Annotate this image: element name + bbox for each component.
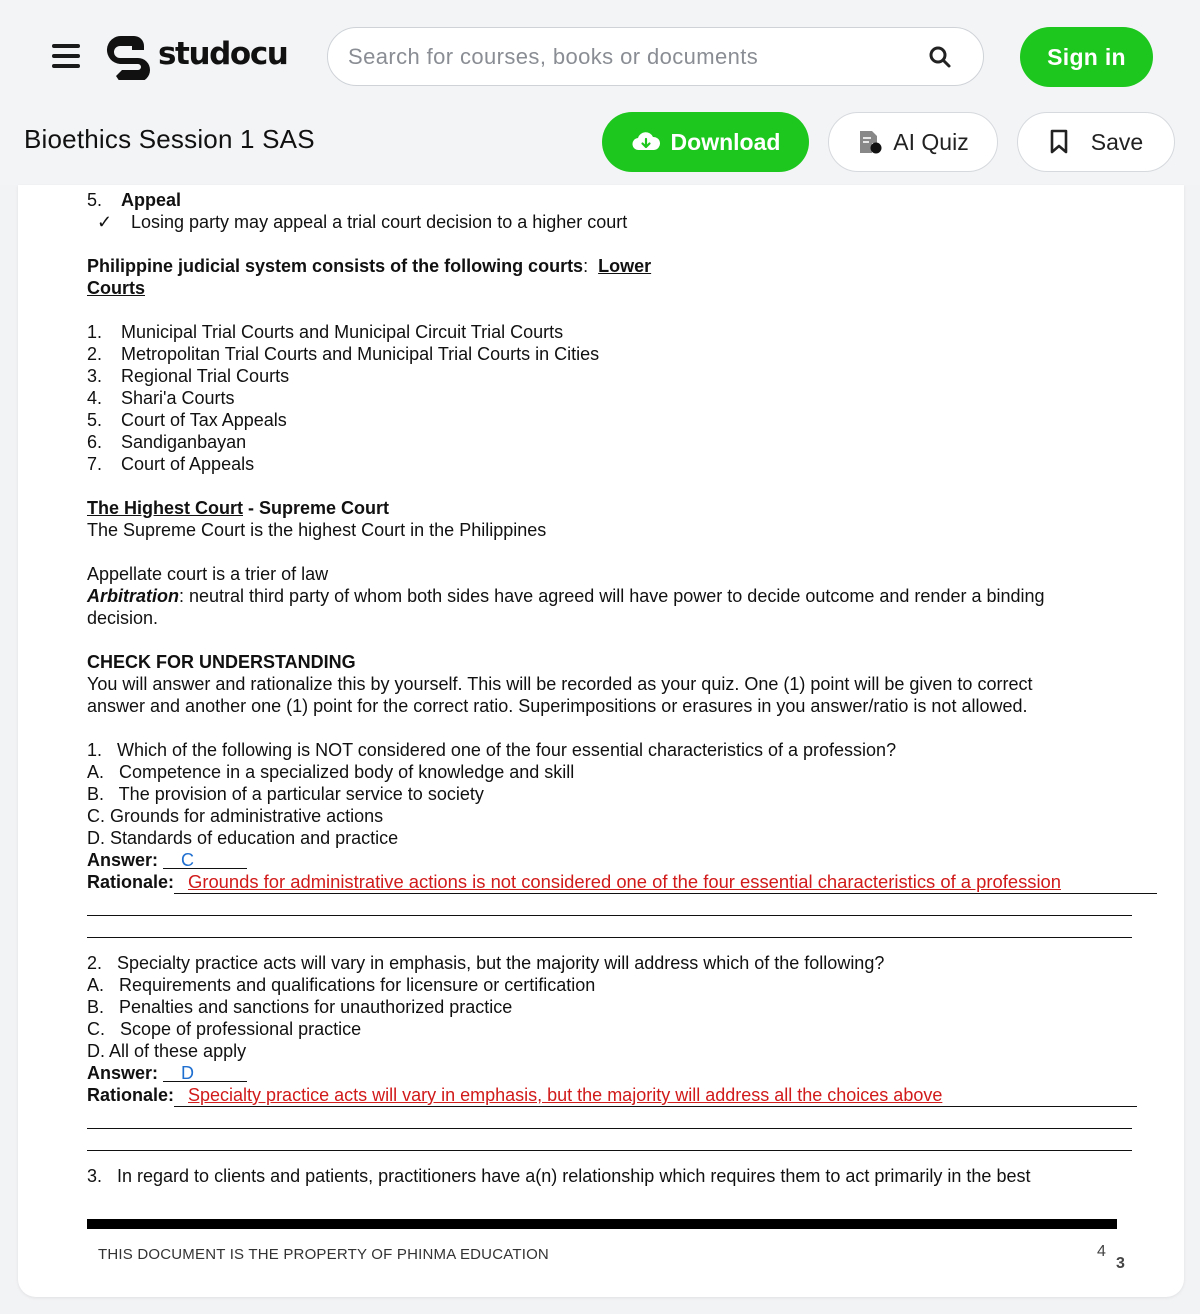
q1-rationale-text: Grounds for administrative actions is not considered one of the four essential characteristics of a profession <box>174 871 1157 894</box>
document-page <box>18 185 1184 1297</box>
q2-answer-value: D <box>163 1062 247 1082</box>
court-list-item: 7. Court of Appeals <box>87 454 255 474</box>
courts-heading: Philippine judicial system consists of the following courts: Lower <box>87 256 652 276</box>
courts-heading-cont: Courts <box>87 278 145 298</box>
q1-option-c: C. Grounds for administrative actions <box>87 806 384 826</box>
q1-option-a: A. Competence in a specialized body of knowledge and skill <box>87 762 575 782</box>
q1-option-d: D. Standards of education and practice <box>87 828 399 848</box>
blank-line <box>87 894 1132 916</box>
court-list-item: 6. Sandiganbayan <box>87 432 247 452</box>
ai-quiz-button[interactable] <box>828 112 998 172</box>
q2-option-a: A. Requirements and qualifications for licensure or certification <box>87 975 596 995</box>
page-number: 4 <box>1097 1243 1106 1260</box>
studocu-logo-icon <box>106 32 154 80</box>
cfu-text-1: You will answer and rationalize this by yourself. This will be recorded as your quiz. One (1) point will be given to correct <box>87 674 1033 694</box>
search-icon[interactable] <box>927 44 953 70</box>
blank-line <box>87 916 1132 938</box>
q1-question: 1. Which of the following is NOT considered one of the four essential characteristics of a profession? <box>87 740 897 760</box>
q2-rationale: Rationale: Specialty practice acts will vary in emphasis, but the majority will address all the choices above <box>87 1084 1137 1107</box>
save-label: Save <box>1090 128 1144 155</box>
cfu-heading: CHECK FOR UNDERSTANDING <box>87 652 356 672</box>
appellate-text: Appellate court is a trier of law <box>87 564 329 584</box>
blank-line <box>87 1107 1132 1129</box>
cloud-download-icon <box>631 130 661 154</box>
q1-rationale: Rationale: Grounds for administrative actions is not considered one of the four essential characteristics of a profession <box>87 871 1157 894</box>
document-content <box>87 189 1132 1187</box>
court-list-item: 2. Metropolitan Trial Courts and Municipal Trial Courts in Cities <box>87 344 600 364</box>
search-bar[interactable] <box>327 27 984 86</box>
q2-question: 2. Specialty practice acts will vary in emphasis, but the majority will address which of the following? <box>87 953 885 973</box>
q2-rationale-text: Specialty practice acts will vary in emphasis, but the majority will address all the choices above <box>174 1084 1137 1107</box>
arbitration-definition-cont: decision. <box>87 608 159 628</box>
q2-option-b: B. Penalties and sanctions for unauthorized practice <box>87 997 513 1017</box>
bookmark-icon <box>1049 129 1069 155</box>
q2-answer: Answer: D <box>87 1062 1132 1084</box>
courts-list <box>87 321 1132 475</box>
next-page-number: 3 <box>1116 1255 1125 1272</box>
brand-name: studocu <box>158 36 288 72</box>
cfu-text-2: answer and another one (1) point for the correct ratio. Superimpositions or erasures in you answer/ratio is not allowed. <box>87 696 1028 716</box>
highest-court-heading: The Highest Court - Supreme Court <box>87 498 390 518</box>
footer-divider <box>87 1219 1117 1229</box>
appeal-item: ✓ Losing party may appeal a trial court decision to a higher court <box>97 212 628 232</box>
blank-line <box>87 1129 1132 1151</box>
checkmark-icon: ✓ <box>97 212 113 232</box>
ai-quiz-label: AI Quiz <box>893 128 969 155</box>
q3-question: 3. In regard to clients and patients, practitioners have a(n) relationship which requires them to act primarily in the best <box>87 1166 1031 1186</box>
q1-option-b: B. The provision of a particular service to society <box>87 784 484 804</box>
appeal-heading: 5. Appeal <box>87 190 182 210</box>
q2-option-d: D. All of these apply <box>87 1041 247 1061</box>
highest-court-text: The Supreme Court is the highest Court in the Philippines <box>87 520 547 540</box>
court-list-item: 5. Court of Tax Appeals <box>87 410 287 430</box>
court-list-item: 1. Municipal Trial Courts and Municipal Circuit Trial Courts <box>87 322 564 342</box>
studocu-logo[interactable] <box>106 32 287 80</box>
download-label: Download <box>670 128 781 155</box>
save-button[interactable] <box>1017 112 1175 172</box>
sign-in-button[interactable]: Sign in <box>1020 27 1153 87</box>
document-title: Bioethics Session 1 SAS <box>24 124 315 154</box>
court-list-item: 3. Regional Trial Courts <box>87 366 290 386</box>
q1-answer-value: C <box>163 849 247 869</box>
footer-text: THIS DOCUMENT IS THE PROPERTY OF PHINMA EDUCATION <box>98 1246 549 1263</box>
q1-answer: Answer: C <box>87 849 1132 871</box>
q2-option-c: C. Scope of professional practice <box>87 1019 362 1039</box>
hamburger-menu-icon[interactable] <box>52 44 80 70</box>
search-input[interactable] <box>348 44 927 70</box>
arbitration-definition: Arbitration: neutral third party of whom both sides have agreed will have power to decide outcome and render a binding <box>87 586 1045 606</box>
ai-quiz-doc-icon <box>857 129 883 155</box>
court-list-item: 4. Shari'a Courts <box>87 388 235 408</box>
download-button[interactable] <box>602 112 809 172</box>
top-navigation-bar <box>0 0 1200 185</box>
